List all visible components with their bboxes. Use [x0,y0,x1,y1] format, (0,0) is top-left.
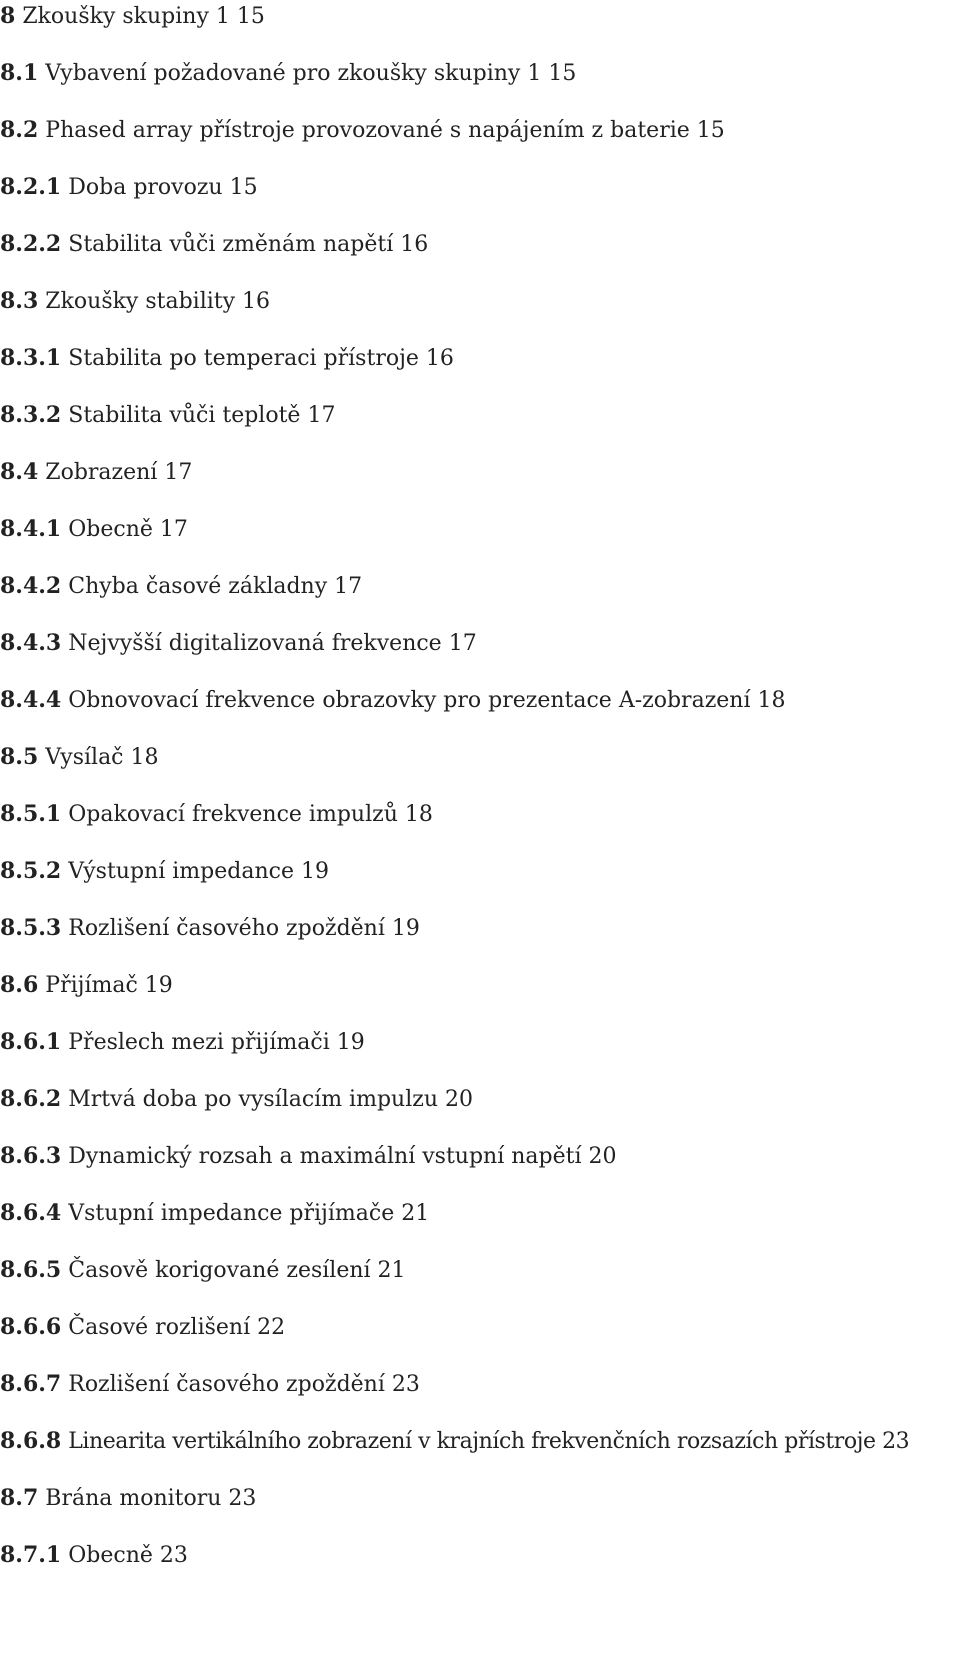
toc-entry [0,570,362,602]
toc-entry-number: 8.3 [0,288,39,314]
toc-entry-title: Nejvyšší digitalizovaná frekvence 17 [68,631,477,656]
toc-entry-number: 8.2 [0,117,39,143]
toc-entry [0,1254,406,1286]
toc-entry-number: 8.4 [0,459,39,485]
toc-entry [0,1140,617,1172]
toc-entry-title: Phased array přístroje provozované s napájením z baterie 15 [45,118,725,143]
toc-entry [0,798,433,830]
toc-entry [0,1311,285,1343]
toc-entry [0,0,265,32]
toc-entry [0,57,576,89]
toc-entry [0,627,477,659]
toc-entry-title: Časové rozlišení 22 [68,1315,286,1340]
toc-entry-title: Výstupní impedance 19 [68,859,329,884]
toc-entry [0,1368,420,1400]
toc-entry-number: 8.5 [0,744,39,770]
toc-entry-number: 8.2.1 [0,174,62,200]
toc-entry-title: Obecně 17 [68,517,188,542]
toc-entry-number: 8.4.2 [0,573,62,599]
toc-entry-title: Rozlišení časového zpoždění 19 [68,916,420,941]
toc-entry [0,171,258,203]
toc-entry-number: 8.6.2 [0,1086,62,1112]
toc-entry [0,1425,909,1457]
toc-entry [0,399,335,431]
toc-entry-title: Obecně 23 [68,1543,188,1568]
toc-entry-title: Časově korigované zesílení 21 [68,1258,406,1283]
toc-entry-number: 8.2.2 [0,231,62,257]
toc-entry-title: Přijímač 19 [45,973,173,998]
toc-entry-title: Obnovovací frekvence obrazovky pro prezentace A-zobrazení 18 [68,688,786,713]
toc-entry-title: Stabilita vůči změnám napětí 16 [68,232,429,257]
toc-entry [0,969,173,1001]
toc-entry-number: 8.6 [0,972,39,998]
toc-entry-title: Zkoušky skupiny 1 15 [22,4,265,29]
toc-entry-title: Stabilita po temperaci přístroje 16 [68,346,454,371]
toc-entry-title: Mrtvá doba po vysílacím impulzu 20 [68,1087,473,1112]
toc-entry-title: Dynamický rozsah a maximální vstupní napětí 20 [68,1144,617,1169]
toc-entry-title: Přeslech mezi přijímači 19 [68,1030,365,1055]
toc-entry-number: 8.4.4 [0,687,62,713]
toc-entry [0,684,786,716]
toc-entry-title: Brána monitoru 23 [45,1486,257,1511]
toc-entry-number: 8.5.1 [0,801,62,827]
toc-entry-number: 8.3.2 [0,402,62,428]
toc-entry [0,1482,256,1514]
toc-entry [0,456,192,488]
toc-entry-number: 8.5.3 [0,915,62,941]
toc-entry [0,285,270,317]
toc-entry-number: 8.1 [0,60,39,86]
toc-entry-title: Zobrazení 17 [45,460,193,485]
toc-entry-number: 8.6.4 [0,1200,62,1226]
toc-entry-title: Chyba časové základny 17 [68,574,363,599]
toc-entry-number: 8.6.8 [0,1428,62,1454]
toc-entry-number: 8.6.3 [0,1143,62,1169]
toc-entry-title: Doba provozu 15 [68,175,258,200]
toc-entry-number: 8.4.3 [0,630,62,656]
toc-entry [0,1026,365,1058]
toc-entry [0,855,329,887]
toc-entry-number: 8.6.6 [0,1314,62,1340]
toc-entry-title: Linearita vertikálního zobrazení v krajních frekvenčních rozsazích přístroje 23 [68,1429,910,1454]
toc-entry-title: Vybavení požadované pro zkoušky skupiny 1 15 [45,61,577,86]
toc-entry-title: Opakovací frekvence impulzů 18 [68,802,433,827]
toc-entry [0,1083,473,1115]
toc-entry-number: 8.3.1 [0,345,62,371]
toc-entry-number: 8.4.1 [0,516,62,542]
toc-entry [0,513,188,545]
toc-entry [0,342,454,374]
toc-entry-title: Vstupní impedance přijímače 21 [68,1201,430,1226]
toc-entry-number: 8 [0,3,16,29]
toc-entry [0,228,428,260]
toc-entry-number: 8.7.1 [0,1542,62,1568]
toc-entry-title: Rozlišení časového zpoždění 23 [68,1372,420,1397]
toc-entry-number: 8.5.2 [0,858,62,884]
toc-entry-title: Zkoušky stability 16 [45,289,271,314]
toc-entry-number: 8.7 [0,1485,39,1511]
toc-entry [0,1197,429,1229]
toc-entry [0,912,420,944]
toc-entry-number: 8.6.1 [0,1029,62,1055]
toc-entry [0,741,159,773]
toc-entry-number: 8.6.7 [0,1371,62,1397]
toc-entry-title: Vysílač 18 [45,745,159,770]
toc-entry [0,114,725,146]
toc-entry-title: Stabilita vůči teplotě 17 [68,403,336,428]
toc-entry [0,1539,188,1571]
toc-entry-number: 8.6.5 [0,1257,62,1283]
